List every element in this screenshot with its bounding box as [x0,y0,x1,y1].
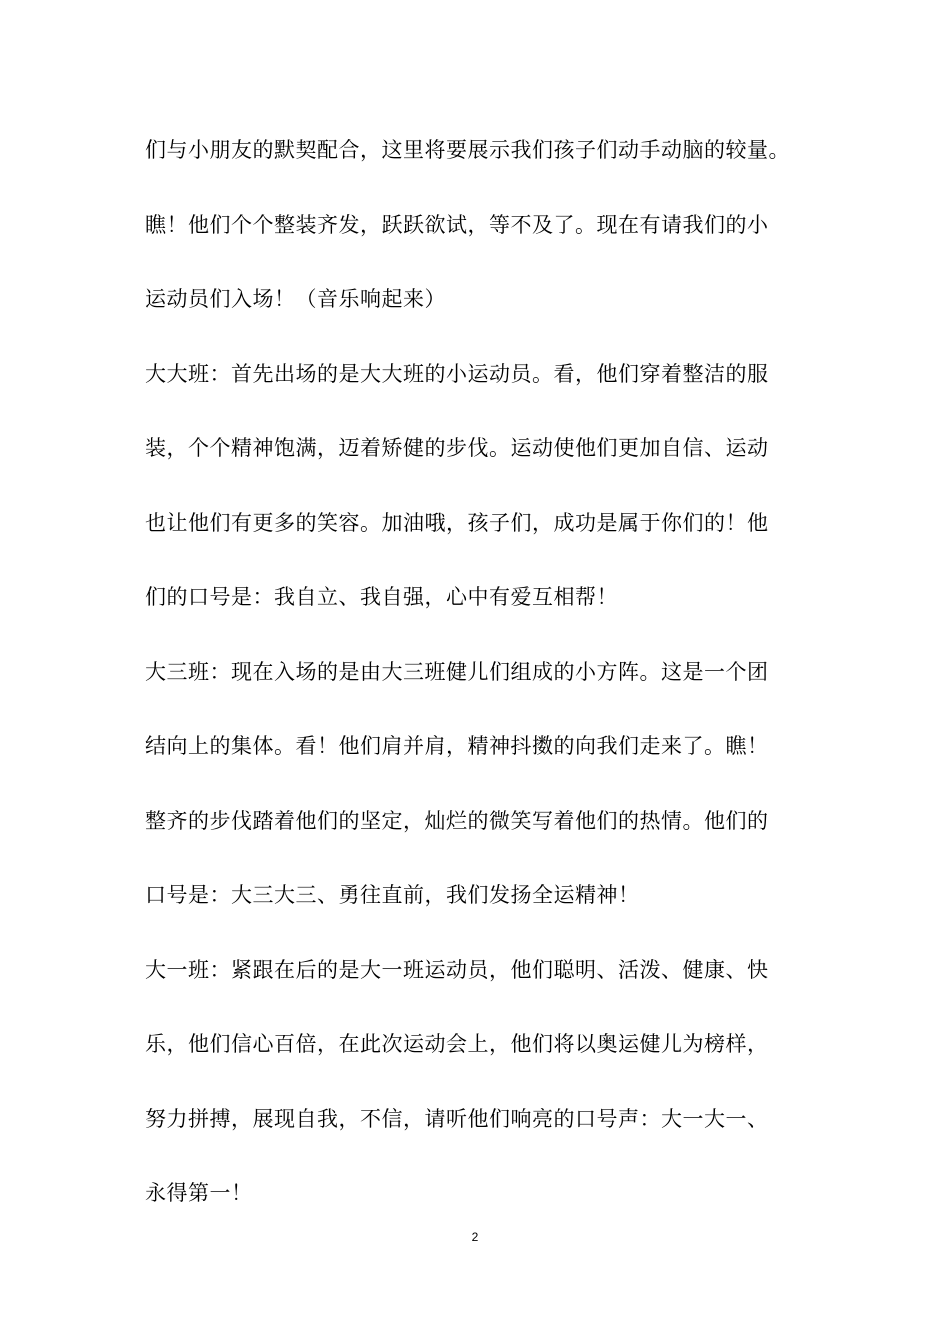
text-line: 们的口号是：我自立、我自强，心中有爱互相帮！ [145,585,618,609]
text-line: 装，个个精神饱满，迈着矫健的步伐。运动使他们更加自信、运动 [145,436,769,460]
text-line: 口号是：大三大三、勇往直前，我们发扬全运精神！ [145,883,640,907]
text-line: 结向上的集体。看！他们肩并肩，精神抖擞的向我们走来了。瞧！ [145,734,769,758]
text-line: 乐，他们信心百倍，在此次运动会上，他们将以奥运健儿为榜样， [145,1032,769,1056]
text-line: 大三班：现在入场的是由大三班健儿们组成的小方阵。这是一个团 [145,660,769,684]
text-line: 运动员们入场！（音乐响起来） [145,287,446,311]
text-line: 努力拼搏，展现自我，不信，请听他们响亮的口号声：大一大一、 [145,1107,769,1131]
text-line: 也让他们有更多的笑容。加油哦，孩子们，成功是属于你们的！他 [145,511,769,535]
text-line: 永得第一！ [145,1181,253,1205]
text-line: 整齐的步伐踏着他们的坚定，灿烂的微笑写着他们的热情。他们的 [145,809,769,833]
text-line: 瞧！他们个个整装齐发，跃跃欲试，等不及了。现在有请我们的小 [145,213,769,237]
text-line: 大一班：紧跟在后的是大一班运动员，他们聪明、活泼、健康、快 [145,958,769,982]
page-number: 2 [471,1230,479,1244]
text-line: 大大班：首先出场的是大大班的小运动员。看，他们穿着整洁的服 [145,362,769,386]
text-line: 们与小朋友的默契配合，这里将要展示我们孩子们动手动脑的较量。 [145,138,790,162]
